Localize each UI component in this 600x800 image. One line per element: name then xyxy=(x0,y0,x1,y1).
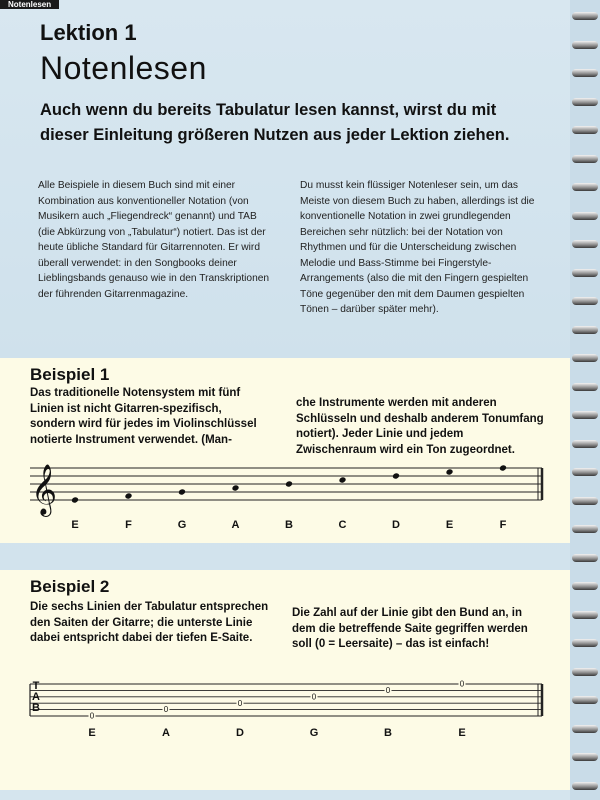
string-label: D xyxy=(236,727,244,739)
spiral-coil xyxy=(572,725,598,733)
note-label: D xyxy=(392,519,400,531)
example-2-text-right: Die Zahl auf der Linie gibt den Bund an, in dem die betreffende Saite gegriffen werden soll (0 = Leersaite) – das ist einfach! xyxy=(292,607,528,650)
example-2-box xyxy=(0,570,570,790)
note-label: F xyxy=(125,519,132,531)
spiral-binding xyxy=(570,0,600,800)
spiral-coil xyxy=(572,326,598,334)
note-head xyxy=(285,480,293,487)
note-label: E xyxy=(445,519,454,531)
example-1-box xyxy=(0,358,570,543)
tablature-staff xyxy=(30,679,545,752)
spiral-coil xyxy=(572,12,598,20)
spiral-coil xyxy=(572,269,598,277)
note-head xyxy=(125,492,133,499)
spiral-coil xyxy=(572,497,598,505)
spiral-coil xyxy=(572,696,598,704)
spiral-coil xyxy=(572,297,598,305)
spiral-coil xyxy=(572,753,598,761)
fret-number: 0 xyxy=(89,711,95,721)
note-label: A xyxy=(231,519,240,531)
note-head xyxy=(339,476,347,483)
lesson-title: Notenlesen xyxy=(40,50,207,86)
example-1-heading: Beispiel 1 xyxy=(30,365,110,384)
spiral-coil xyxy=(572,468,598,476)
spiral-coil xyxy=(572,782,598,790)
spiral-coil xyxy=(572,668,598,676)
tab-label-letter: A xyxy=(32,691,40,703)
spiral-coil xyxy=(572,383,598,391)
note-label: F xyxy=(499,519,507,531)
spiral-coil xyxy=(572,554,598,562)
spiral-coil xyxy=(572,440,598,448)
example-2-text-left: Die sechs Linien der Tabulatur entsprechen den Saiten der Gitarre; die unterste Linie dabei entspricht dabei der tiefen E-Saite. xyxy=(30,601,269,644)
example-2-heading: Beispiel 2 xyxy=(30,577,110,596)
note-head xyxy=(499,464,507,471)
spiral-coil xyxy=(572,240,598,248)
note-head xyxy=(392,472,400,479)
example-1-text-left: Das traditionelle Notensystem mit fünf Linien ist nicht Gitarren-spezifisch, sondern wird für jedes im Violinschlüssel notierte Instrument verwendet. (Man- xyxy=(30,387,257,446)
note-label: E xyxy=(71,519,79,531)
spiral-coil xyxy=(572,183,598,191)
fret-number: 0 xyxy=(163,705,169,715)
spiral-coil xyxy=(572,98,598,106)
running-header: Notenlesen xyxy=(0,0,59,9)
fret-number: 0 xyxy=(237,698,243,708)
spiral-coil xyxy=(572,611,598,619)
note-head xyxy=(232,484,240,491)
note-label: C xyxy=(338,519,347,531)
spiral-coil xyxy=(572,525,598,533)
tab-label-letter: T xyxy=(32,680,40,692)
tab-label-letter: B xyxy=(32,702,40,714)
string-label: A xyxy=(162,727,170,739)
intro-text: Auch wenn du bereits Tabulatur lesen kannst, wirst du mit dieser Einleitung größeren Nutzen aus jeder Lektion ziehen. xyxy=(40,101,510,144)
string-label: E xyxy=(88,727,96,739)
note-head xyxy=(446,468,454,475)
fret-number: 0 xyxy=(385,686,391,695)
spiral-coil xyxy=(572,639,598,647)
spiral-coil xyxy=(572,69,598,77)
note-label: B xyxy=(285,519,293,531)
treble-clef: 𝄞 xyxy=(31,464,58,515)
spiral-coil xyxy=(572,582,598,590)
spiral-coil xyxy=(572,354,598,362)
music-staff xyxy=(30,466,545,536)
spiral-coil xyxy=(572,126,598,134)
note-label: G xyxy=(177,519,187,531)
spiral-coil xyxy=(572,41,598,49)
string-label: B xyxy=(384,727,392,739)
body-column-left: Alle Beispiele in diesem Buch sind mit einer Kombination aus konventioneller Notation (von Musikern auch „Fliegendreck“ genannt) und TAB (die Abkürzung von „Tabulatur“) notiert. Das ist der heute übliche Standard für Gitarrennoten. Er wird überall verwendet: in den Songbooks deiner Lieblingsbands genauso wie in den Transkriptionen der führenden Gitarrenmagazine. xyxy=(38,180,270,300)
string-label: E xyxy=(458,727,466,739)
fret-number: 0 xyxy=(459,679,465,689)
example-1-text-right: che Instrumente werden mit anderen Schlüsseln und deshalb anderem Tonumfang notiert). Jeder Linie und jedem Zwischenraum wird ein Ton zugeordnet. xyxy=(296,397,544,456)
lesson-number: Lektion 1 xyxy=(40,20,137,45)
fret-number: 0 xyxy=(311,692,317,702)
note-head xyxy=(71,496,79,503)
spiral-coil xyxy=(572,212,598,220)
string-label: G xyxy=(309,727,319,739)
body-column-right: Du musst kein flüssiger Notenleser sein, um das Meiste von diesem Buch zu haben, allerdings ist die konventionelle Notation in zwei grundlegenden Bereichen sehr nützlich: bei der Notation von Rhythmen und für die Unterscheidung zwischen Melodie und Bass-Stimme bei Fingerstyle-Arrangements (also die mit den Fingern gespielten Töne gegenüber den mit dem Daumen gespielten Tönen – darüber später mehr). xyxy=(300,180,535,315)
note-head xyxy=(178,488,186,495)
spiral-coil xyxy=(572,411,598,419)
spiral-coil xyxy=(572,155,598,163)
